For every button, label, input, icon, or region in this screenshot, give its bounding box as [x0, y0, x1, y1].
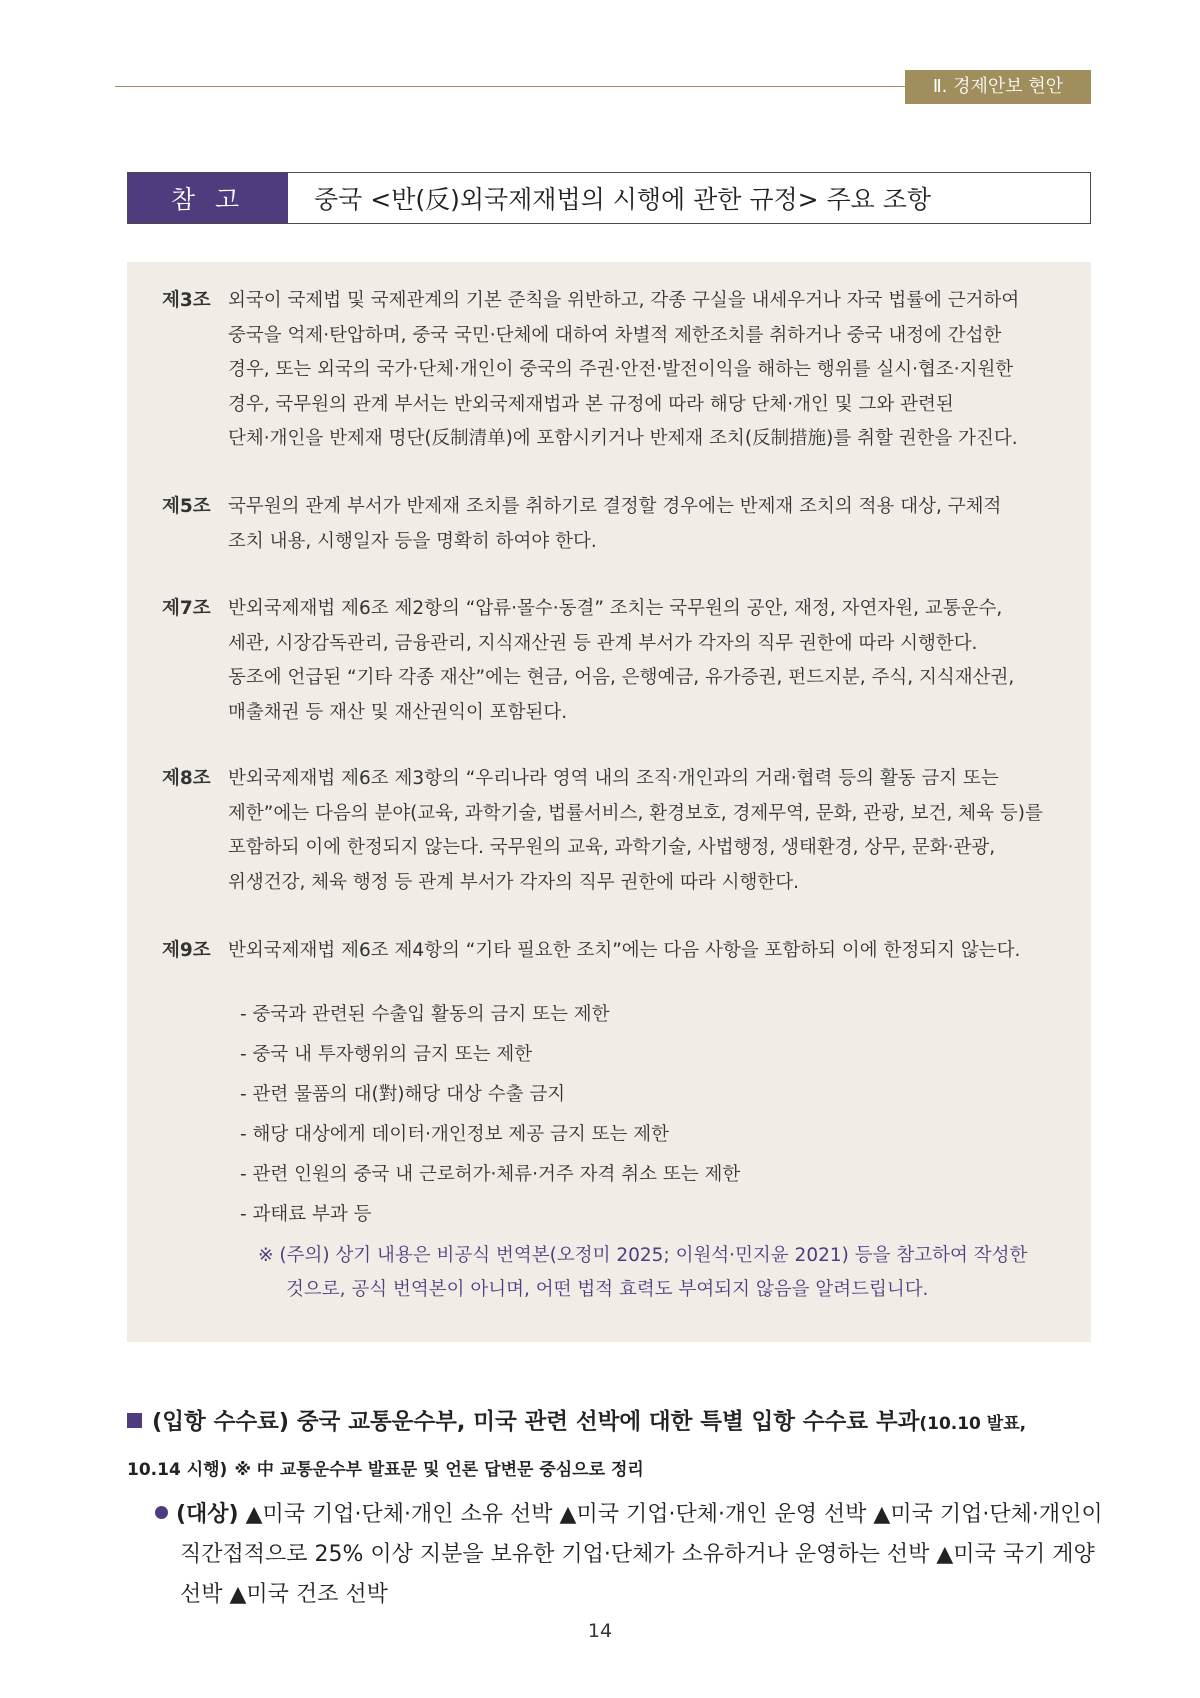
page-number: 14 — [587, 1620, 613, 1642]
article-line: 반외국제재법 제6조 제4항의 “기타 필요한 조치”에는 다음 사항을 포함하되 이에 한정되지 않는다. — [228, 940, 1021, 961]
section-tag: Ⅱ. 경제안보 현안 — [905, 70, 1091, 104]
article-7 — [162, 592, 1062, 730]
measures-list — [240, 995, 740, 1235]
section-heading-date-2: 10.14 시행) — [127, 1460, 228, 1480]
article-text — [228, 592, 1053, 730]
article-text — [228, 284, 1053, 457]
article-line: 제한”에는 다음의 분야(교육, 과학기술, 법률서비스, 환경보호, 경제무역, 문화, 관광, 보건, 체육 등)를 — [228, 802, 1043, 824]
article-3 — [162, 284, 1062, 457]
bullet-line: 직간접적으로 25% 이상 지분을 보유한 기업·단체가 소유하거나 운영하는 선박 ▲미국 국기 게양 — [180, 1542, 1095, 1567]
article-line: 단체·개인을 반제재 명단(反制清单)에 포함시키거나 반제재 조치(反制措施)를 취할 권한을 가진다. — [228, 428, 1018, 449]
header-rule — [115, 86, 910, 87]
article-line: 매출채권 등 재산 및 재산권익이 포함된다. — [228, 701, 568, 723]
reference-title: 중국 <반(反)외국제재법의 시행에 관한 규정> 주요 조항 — [314, 185, 932, 214]
article-line: 반외국제재법 제6조 제2항의 “압류·몰수·동결” 조치는 국무원의 공안, 재정, 자연자원, 교통운수, — [228, 598, 1003, 619]
bullet-label: (대상) — [176, 1502, 239, 1527]
article-line: 중국을 억제·탄압하며, 중국 국민·단체에 대하여 차별적 제한조치를 취하거나 중국 내정에 간섭한 — [228, 324, 1002, 346]
article-5 — [162, 490, 1062, 559]
article-line: 포함하되 이에 한정되지 않는다. 국무원의 교육, 과학기술, 사법행정, 생태환경, 상무, 문화·관광, — [228, 837, 996, 858]
target-bullet — [155, 1495, 1103, 1615]
article-line: 위생건강, 체육 행정 등 관계 부서가 각자의 직무 권한에 따라 시행한다. — [228, 871, 799, 893]
list-item: - 관련 물품의 대(對)해당 대상 수출 금지 — [240, 1084, 566, 1105]
article-8 — [162, 762, 1062, 900]
section-heading-main: (입항 수수료) 중국 교통운수부, 미국 관련 선박에 대한 특별 입항 수수료 부과 — [152, 1409, 920, 1435]
article-number: 제5조 — [162, 496, 211, 517]
article-line: 세관, 시장감독관리, 금융관리, 지식재산권 등 관계 부서가 각자의 직무 권한에 따라 시행한다. — [228, 632, 978, 654]
article-number: 제9조 — [162, 940, 211, 961]
reference-title-bar — [127, 172, 1091, 224]
square-bullet-icon — [127, 1413, 142, 1428]
section-heading — [127, 1400, 1097, 1492]
article-line: 반외국제재법 제6조 제3항의 “우리나라 영역 내의 조직·개인과의 거래·협력 등의 활동 금지 또는 — [228, 768, 999, 789]
article-line: 국무원의 관계 부서가 반제재 조치를 취하기로 결정할 경우에는 반제재 조치의 적용 대상, 구체적 — [228, 496, 1002, 517]
bullet-line: 선박 ▲미국 건조 선박 — [180, 1582, 388, 1607]
article-number: 제7조 — [162, 598, 211, 619]
article-line: 경우, 또는 외국의 국가·단체·개인이 중국의 주권·안전·발전이익을 해하는 행위를 실시·협조·지원한 — [228, 359, 1014, 380]
article-line: 외국이 국제법 및 국제관계의 기본 준칙을 위반하고, 각종 구실을 내세우거나 자국 법률에 근거하여 — [228, 290, 1020, 311]
article-text — [228, 490, 1053, 559]
list-item: - 관련 인원의 중국 내 근로허가·체류·거주 자격 취소 또는 제한 — [240, 1164, 741, 1185]
section-heading-note: ※ 中 교통운수부 발표문 및 언론 답변문 중심으로 정리 — [234, 1460, 644, 1480]
article-text — [228, 762, 1053, 900]
article-number: 제8조 — [162, 768, 211, 789]
bullet-line: ▲미국 기업·단체·개인 소유 선박 ▲미국 기업·단체·개인 운영 선박 ▲미국 기업·단체·개인이 — [245, 1502, 1103, 1527]
article-9 — [162, 934, 1062, 969]
list-item: - 중국 내 투자행위의 금지 또는 제한 — [240, 1044, 533, 1065]
disclaimer-note — [258, 1239, 1058, 1307]
reference-label: 참 고 — [128, 173, 288, 223]
article-text — [228, 934, 1053, 969]
article-line: 동조에 언급된 “기타 각종 재산”에는 현금, 어음, 은행예금, 유가증권, 펀드지분, 주식, 지식재산권, — [228, 667, 1015, 688]
article-number: 제3조 — [162, 290, 211, 311]
list-item: - 중국과 관련된 수출입 활동의 금지 또는 제한 — [240, 1004, 610, 1025]
note-line: ※ (주의) 상기 내용은 비공식 번역본(오정미 2025; 이원석·민지윤 2021) 등을 참고하여 작성한 — [258, 1245, 1028, 1266]
list-item: - 과태료 부과 등 — [240, 1204, 372, 1225]
circle-bullet-icon — [155, 1506, 168, 1519]
articles-box — [127, 262, 1091, 1342]
note-line: 것으로, 공식 번역본이 아니며, 어떤 법적 효력도 부여되지 않음을 알려드립니다. — [286, 1279, 929, 1300]
list-item: - 해당 대상에게 데이터·개인정보 제공 금지 또는 제한 — [240, 1124, 670, 1145]
article-line: 경우, 국무원의 관계 부서는 반외국제재법과 본 규정에 따라 해당 단체·개인 및 그와 관련된 — [228, 393, 954, 415]
article-line: 조치 내용, 시행일자 등을 명확히 하여야 한다. — [228, 530, 597, 552]
section-heading-date-1: (10.10 발표, — [919, 1414, 1027, 1434]
